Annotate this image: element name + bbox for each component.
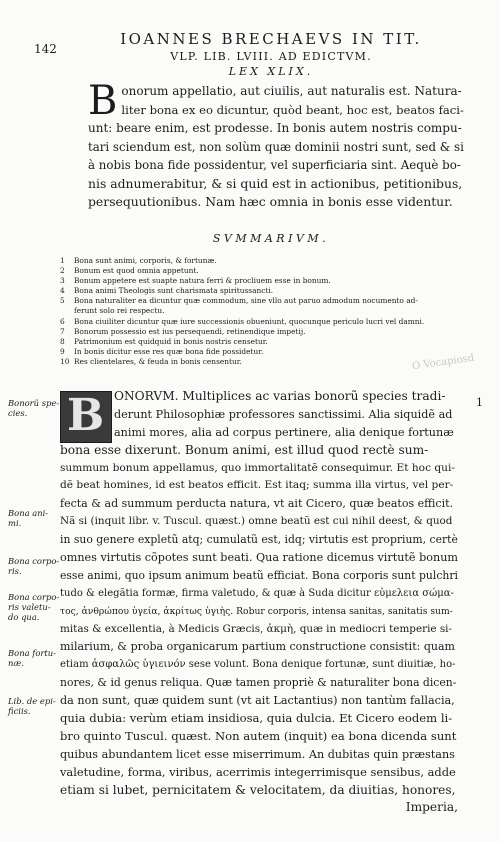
catchword: Imperia, — [405, 800, 458, 815]
summary-text: Bona naturaliter ea dicuntur quæ commodum, sine vllo aut paruo admodum nocumento ad- — [74, 296, 418, 306]
lead-line: unt: beare enim, est prodesse. In bonis autem nostris compu- — [88, 121, 462, 135]
bleed-through-text: O Vocapiosd — [411, 352, 475, 373]
body-line: da non sunt, quæ quidem sunt (vt ait Lactantius) non tantùm fallacia, — [60, 694, 455, 708]
body-line: fecta & ad summum perducta natura, vt ait Cicero, quæ beatos efficit. — [60, 497, 454, 511]
summary-text: Bonum est quod omnia appetunt. — [74, 266, 199, 276]
body-line: valetudine, forma, viribus, acerrimis integerrimisque sensibus, adde — [60, 764, 456, 779]
body-line: summum bonum appellamus, quo immortalitatẽ consequimur. Et hoc qui- — [60, 461, 455, 474]
body-line: animi mores, alia ad corpus pertinere, alia denique fortunæ — [114, 425, 454, 439]
summary-text: Bona sunt animi, corporis, & fortunæ. — [74, 256, 217, 265]
page-number: 142 — [34, 42, 57, 56]
lead-line: tari sciendum est, non solùm quæ dominii nostri sunt, sed & si — [88, 139, 464, 154]
margin-note: Bona ani- mi. — [8, 508, 49, 528]
body-line: etiam ἀσφαλῶς ὑγιεινόν sese volunt. Bona denique fortunæ, sunt diuitiæ, ho- — [60, 659, 456, 671]
body-line: ONORVM. Multiplices ac varias bonorũ species tradi- — [114, 389, 446, 403]
body-line: Nã si (inquit libr. v. Tuscul. quæst.) omne beatũ est cui nihil deest, & quod — [60, 515, 453, 528]
subhead-lex: LEX XLIX. — [228, 65, 314, 78]
summary-item — [60, 266, 470, 276]
summary-item — [60, 286, 470, 296]
summary-item — [60, 296, 470, 306]
summary-number: 10 — [60, 356, 70, 366]
summary-number: 3 — [60, 276, 65, 286]
summary-item — [60, 317, 470, 327]
summarium-heading: SVMMARIVM. — [212, 232, 330, 245]
body-line: esse animi, quo ipsum animum beatũ efficiat. Bona corporis sunt pulchri — [60, 568, 458, 582]
summary-text: Res clientelares, & feuda in bonis censentur. — [74, 356, 242, 366]
lead-line: onorum appellatio, aut ciuilis, aut naturalis est. Natura- — [121, 84, 462, 98]
lead-line: liter bona ex eo dicuntur, quòd beant, hoc est, beatos faci- — [121, 102, 464, 117]
summary-item — [60, 327, 470, 337]
summary-text: Bonorum possessio est ius persequendi, retinendique impetij. — [74, 326, 306, 336]
summary-text: In bonis dicitur esse res quæ bona fide possidetur. — [74, 346, 264, 356]
summary-text: Bona animi Theologis sunt charismata spiritussancti. — [74, 286, 274, 296]
body-line: quia dubia: verùm etiam insidiosa, quia dulcia. Et Cicero eodem li- — [60, 711, 453, 726]
margin-note: Bona fortu- næ. — [8, 648, 56, 668]
margin-reference-number: 1 — [476, 396, 483, 409]
body-line: tudo & elegãtia formæ, firma valetudo, & quæ à Suda dicitur εὐμελεια σώμα- — [60, 587, 454, 599]
body-line: quibus abundantem licet esse miserrimum. An dubitas quin præstans — [60, 747, 455, 761]
summary-number: 2 — [60, 266, 65, 276]
body-line: derunt Philosophiæ professores sanctissimi. Alia siquidẽ ad — [114, 407, 453, 421]
decorated-initial-letter: B — [67, 390, 105, 441]
summary-item — [60, 347, 470, 357]
summary-number: 7 — [60, 326, 65, 336]
summary-text: Bonum appetere est suapte natura ferri & procliuem esse in bonum. — [74, 276, 331, 286]
body-line: etiam si lubet, pernicitatem & velocitatem, da diuitias, honores, — [60, 782, 456, 797]
lead-line: persequutionibus. Nam hæc omnia in bonis esse videntur. — [88, 194, 453, 209]
summary-item — [60, 337, 470, 347]
lead-paragraph — [88, 78, 464, 212]
summary-number: 1 — [60, 256, 65, 265]
summary-item — [60, 256, 470, 266]
body-line: bro quinto Tuscul. quæst. Non autem (inquit) ea bona dicenda sunt — [60, 728, 457, 743]
summary-item — [60, 357, 470, 367]
body-line: τος, ἀνθρώπου ὑγεία, ἀκρίτως ὑγιὴς. Robur corporis, intensa sanitas, sanitatis sum- — [60, 605, 453, 617]
lead-line: nis adnumerabitur, & si quid est in actionibus, petitionibus, — [88, 175, 463, 191]
body-line: milarium, & proba organicarum partium constructione consistit: quam — [60, 640, 455, 654]
lead-line: à nobis bona fide possidentur, vel superficiaria sint. Aequè bo- — [88, 158, 461, 172]
margin-note: Bona corpo- ris. — [8, 556, 60, 576]
summary-number: 8 — [60, 336, 65, 346]
summary-number: 5 — [60, 296, 65, 306]
summary-text: Patrimonium est quidquid in bonis nostris censetur. — [74, 336, 268, 346]
summary-text: ferunt solo rei respectu. — [74, 306, 165, 316]
lead-initial: B — [88, 78, 118, 124]
main-text — [60, 388, 458, 817]
summary-list — [60, 256, 470, 367]
summary-item-continued — [60, 306, 470, 316]
body-line: omnes virtutis cõpotes sunt beati. Qua ratione dicemus virtutẽ bonum — [60, 551, 459, 565]
summary-number: 6 — [60, 316, 65, 326]
summary-number: 9 — [60, 346, 65, 356]
margin-note: Bona corpo- ris valetu- do qua. — [8, 592, 60, 622]
summary-text: Bona ciuiliter dicuntur quæ iure successionis obueniunt, quocunque periculo lucri vel damni. — [74, 316, 425, 326]
subhead-title: VLP. LIB. LVIII. AD EDICTVM. — [170, 50, 372, 63]
summary-number: 4 — [60, 286, 65, 296]
margin-note: Bonorũ spe- cies. — [8, 398, 60, 418]
body-line: in suo genere expletũ atq; cumulatũ est, idq; virtutis est proprium, certè — [60, 533, 458, 547]
body-line: dẽ beat homines, id est beatos efficit. Est itaq; summa illa virtus, vel per- — [60, 479, 454, 492]
running-head: IOANNES BRECHAEVS IN TIT. — [120, 30, 422, 48]
body-line: nores, & id genus reliqua. Quæ tamen propriè & naturaliter bona dicen- — [60, 676, 457, 690]
margin-note: Lib. de epi- ficiis. — [8, 696, 56, 716]
body-line: mitas & excellentia, à Medicis Græcis, ἀκμὴ, quæ in mediocri temperie si- — [60, 622, 453, 635]
summary-item — [60, 276, 470, 286]
body-line: bona esse dixerunt. Bonum animi, est illud quod rectè sum- — [60, 442, 429, 457]
